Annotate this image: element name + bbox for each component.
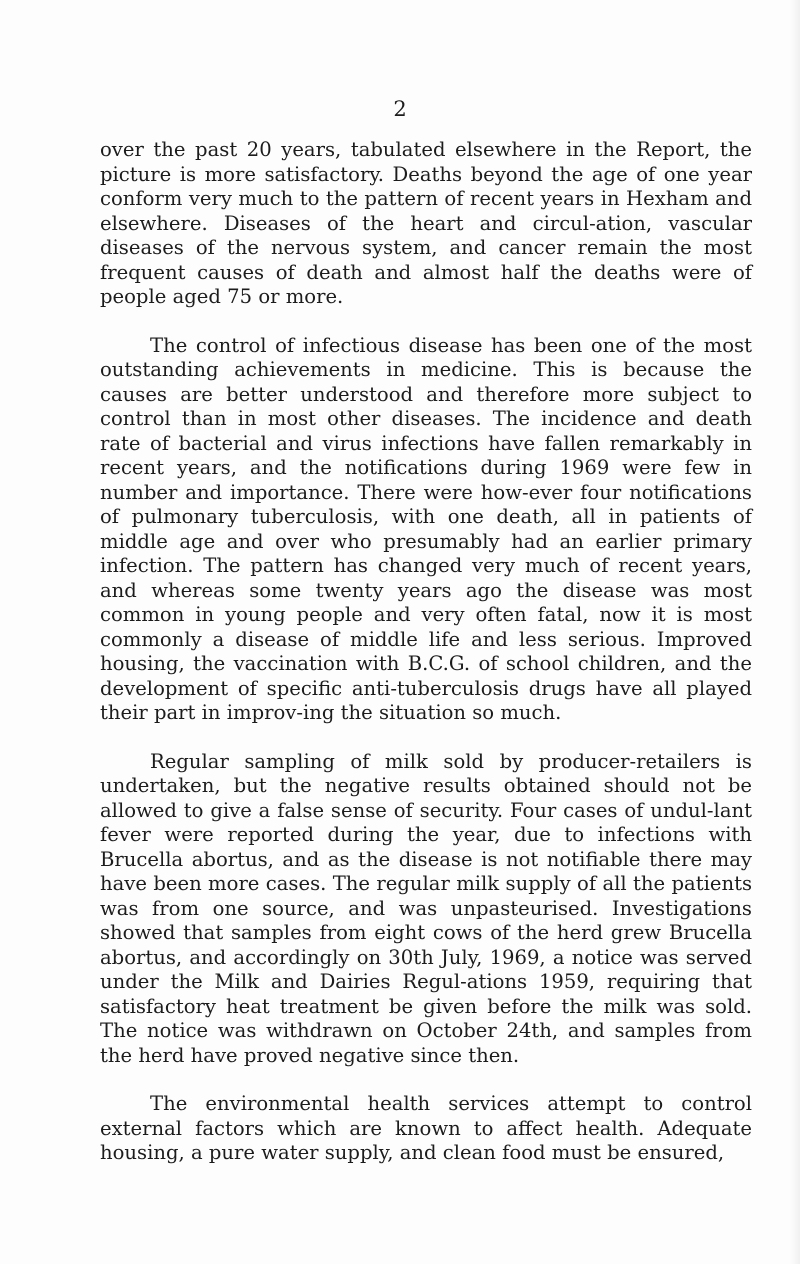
paragraph-mortality: over the past 20 years, tabulated elsewhere in the Report, the picture is more satisfactory. Deaths beyond the age of one year conform very much to the pattern of recent years in Hexham and elsewhere. Diseases of the heart and circul-ation, vascular diseases of the nervous system, and cancer remain the most frequent causes of death and almost half the deaths were of people aged 75 or more. [100,138,752,308]
page-edge-shadow [790,0,800,1264]
paragraph-milk-sampling: Regular sampling of milk sold by producer-retailers is undertaken, but the negative results obtained should not be allowed to give a false sense of security. Four cases of undul-lant fever were reported during the year, due to infections with Brucella abortus, and as the disease is not notifiable there may have been more cases. The regular milk supply of all the patients was from one source, and was unpasteurised. Investigations showed that samples from eight cows of the herd grew Brucella abortus, and accordingly on 30th July, 1969, a notice was served under the Milk and Dairies Regul-ations 1959, requiring that satisfactory heat treatment be given before the milk was sold. The notice was withdrawn on October 24th, and samples from the herd have proved negative since then. [100,749,752,1067]
body-text [100,138,752,1166]
paragraph-environmental-health: The environmental health services attempt to control external factors which are known to affect health. Adequate housing, a pure water supply, and clean food must be ensured, [100,1092,752,1164]
page-number: 2 [393,97,407,121]
paragraph-infectious-disease: The control of infectious disease has been one of the most outstanding achievements in medicine. This is because the causes are better understood and therefore more subject to control than in most other diseases. The incidence and death rate of bacterial and virus infections have fallen remarkably in recent years, and the notifications during 1969 were few in number and importance. There were how-ever four notifications of pulmonary tuberculosis, with one death, all in patients of middle age and over who presumably had an earlier primary infection. The pattern has changed very much of recent years, and whereas some twenty years ago the disease was most common in young people and very often fatal, now it is most commonly a disease of middle life and less serious. Improved housing, the vaccination with B.C.G. of school children, and the development of specific anti-tuberculosis drugs have all played their part in improv-ing the situation so much. [100,333,752,724]
